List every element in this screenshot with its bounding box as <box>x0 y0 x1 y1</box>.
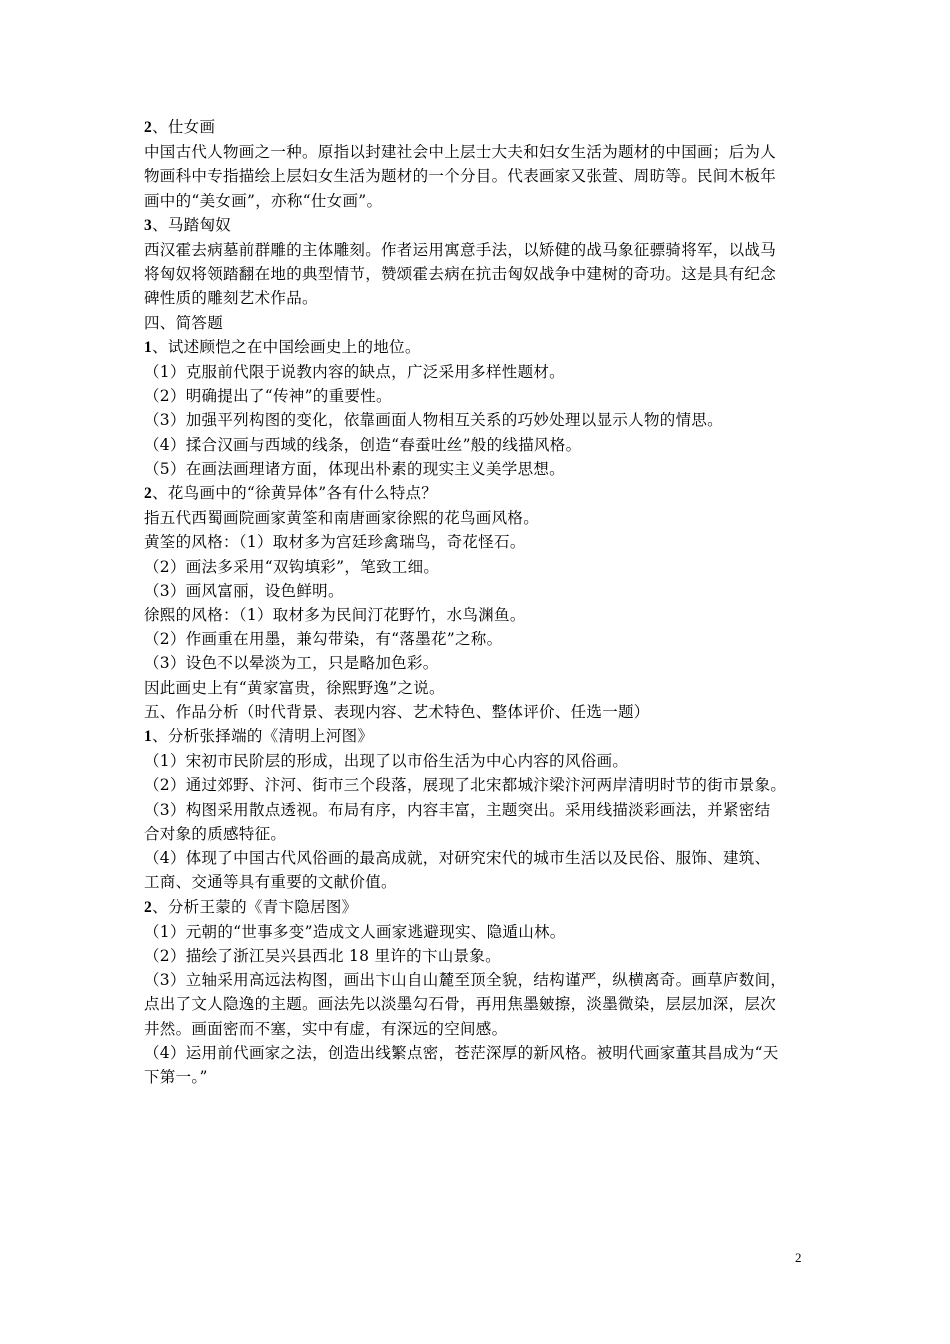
text-line <box>144 724 808 749</box>
text-line <box>144 481 808 506</box>
line-text: 、仕女画 <box>152 118 216 136</box>
item-number: 2 <box>144 485 153 503</box>
text-line <box>144 749 808 773</box>
line-text: （3）设色不以晕淡为工，只是略加色彩。 <box>144 654 439 673</box>
line-text: 西汉霍去病墓前群雕的主体雕刻。作者运用寓意手法，以矫健的战马象征骠骑将军，以战马 <box>144 241 777 260</box>
line-text: （2）明确提出了“传神”的重要性。 <box>144 387 392 406</box>
line-text: 、分析王蒙的《青卞隐居图》 <box>152 897 358 916</box>
text-line <box>144 603 808 627</box>
item-number: 3 <box>144 216 153 234</box>
line-text: 指五代西蜀画院画家黄筌和南唐画家徐熙的花鸟画风格。 <box>144 509 540 528</box>
line-text: 井然。画面密而不塞，实中有虚，有深远的空间感。 <box>144 1019 508 1038</box>
text-line <box>144 1017 808 1041</box>
text-line <box>144 895 808 920</box>
line-text: （3）加强平列构图的变化，依靠画面人物相互关系的巧妙处理以显示人物的情思。 <box>144 411 723 430</box>
text-line <box>144 822 808 846</box>
line-text: 、马踏匈奴 <box>152 215 232 234</box>
text-line <box>144 115 808 140</box>
line-text: （4）揉合汉画与西域的线条，创造“春蚕吐丝”般的线描风格。 <box>144 435 582 454</box>
line-text: （2）描绘了浙江吴兴县西北 18 里许的卞山景象。 <box>144 946 501 965</box>
line-text: 因此画史上有“黄家富贵，徐熙野逸”之说。 <box>144 678 445 697</box>
line-text: 五、作品分析（时代背景、表现内容、艺术特色、整体评价、任选一题） <box>144 702 650 721</box>
line-text: （4）体现了中国古代风俗画的最高成就，对研究宋代的城市生活以及民俗、服饰、建筑、 <box>144 849 771 868</box>
line-text: （3）画风富丽，设色鲜明。 <box>144 581 344 600</box>
text-line <box>144 555 808 579</box>
line-text: 画中的“美女画”，亦称“仕女画”。 <box>144 191 383 210</box>
line-text: 、分析张择端的《清明上河图》 <box>152 727 374 746</box>
line-text: （4）运用前代画家之法，创造出线繁点密，苍茫深厚的新风格。被明代画家董其昌成为“天 <box>144 1043 779 1062</box>
text-line <box>144 1041 808 1065</box>
text-line <box>144 384 808 408</box>
line-text: （2）画法多采用“双钩填彩”，笔致工细。 <box>144 557 440 576</box>
text-line <box>144 457 808 481</box>
text-line <box>144 651 808 675</box>
line-text: 将匈奴将领踏翻在地的典型情节，赞颂霍去病在抗击匈奴战争中建树的奇功。这是具有纪念 <box>144 265 777 284</box>
item-number: 2 <box>144 898 153 916</box>
text-line <box>144 506 808 530</box>
text-line <box>144 676 808 700</box>
line-text: （1）克服前代限于说教内容的缺点，广泛采用多样性题材。 <box>144 363 565 382</box>
text-line <box>144 286 808 310</box>
text-line <box>144 530 808 554</box>
text-line <box>144 262 808 286</box>
text-line <box>144 627 808 651</box>
line-text: （1）元朝的“世事多变”造成文人画家逃避现实、隐遁山林。 <box>144 922 566 941</box>
text-line <box>144 408 808 432</box>
line-text: （3）构图采用散点透视。布局有序，内容丰富，主题突出。采用线描淡彩画法，并紧密结 <box>144 800 771 819</box>
text-line <box>144 164 808 188</box>
text-line <box>144 773 808 797</box>
page-number: 2 <box>795 1250 802 1265</box>
text-line <box>144 238 808 262</box>
line-text: 徐熙的风格：（1）取材多为民间汀花野竹，水鸟渊鱼。 <box>144 606 526 625</box>
text-line <box>144 189 808 213</box>
text-line <box>144 1065 808 1089</box>
line-text: 合对象的质感特征。 <box>144 824 287 843</box>
item-number: 1 <box>144 338 153 356</box>
line-text: 点出了文人隐逸的主题。画法先以淡墨勾石骨，再用焦墨皴擦，淡墨微染，层层加深，层次 <box>144 995 777 1014</box>
text-line <box>144 311 808 335</box>
text-line <box>144 140 808 164</box>
line-text: 物画科中专指描绘上层妇女生活为题材的一个分目。代表画家又张萱、周昉等。民间木板年 <box>144 167 777 186</box>
line-text: 、花鸟画中的“徐黄异体”各有什么特点？ <box>152 484 438 503</box>
text-line <box>144 846 808 870</box>
line-text: 中国古代人物画之一种。原指以封建社会中上层士大夫和妇女生活为题材的中国画；后为人 <box>144 143 777 162</box>
line-text: （2）作画重在用墨，兼勾带染，有“落墨花”之称。 <box>144 630 503 649</box>
text-line <box>144 920 808 944</box>
line-text: （5）在画法画理诸方面，体现出朴素的现实主义美学思想。 <box>144 459 565 478</box>
text-line <box>144 700 808 724</box>
text-line <box>144 360 808 384</box>
line-text: 碑性质的雕刻艺术作品。 <box>144 289 318 308</box>
item-number: 2 <box>144 119 153 136</box>
document-body <box>144 115 808 1089</box>
line-text: （1）宋初市民阶层的形成，出现了以市俗生活为中心内容的风俗画。 <box>144 752 629 771</box>
text-line <box>144 944 808 968</box>
text-line <box>144 798 808 822</box>
text-line <box>144 335 808 360</box>
line-text: 工商、交通等具有重要的文献价值。 <box>144 873 397 892</box>
text-line <box>144 992 808 1016</box>
line-text: （2）通过郊野、汴河、街市三个段落，展现了北宋都城汴梁汴河两岸清明时节的街市景象。 <box>144 776 787 795</box>
text-line <box>144 870 808 894</box>
text-line <box>144 213 808 238</box>
text-line <box>144 579 808 603</box>
line-text: 、试述顾恺之在中国绘画史上的地位。 <box>152 337 421 356</box>
item-number: 1 <box>144 728 153 746</box>
text-line <box>144 968 808 992</box>
line-text: 黄筌的风格：（1）取材多为宫廷珍禽瑞鸟，奇花怪石。 <box>144 533 526 552</box>
line-text: 下第一。” <box>144 1067 208 1086</box>
line-text: 四、简答题 <box>144 313 224 332</box>
text-line <box>144 433 808 457</box>
line-text: （3）立轴采用高远法构图，画出卞山自山麓至顶全貌，结构谨严，纵横离奇。画草庐数间， <box>144 971 787 990</box>
